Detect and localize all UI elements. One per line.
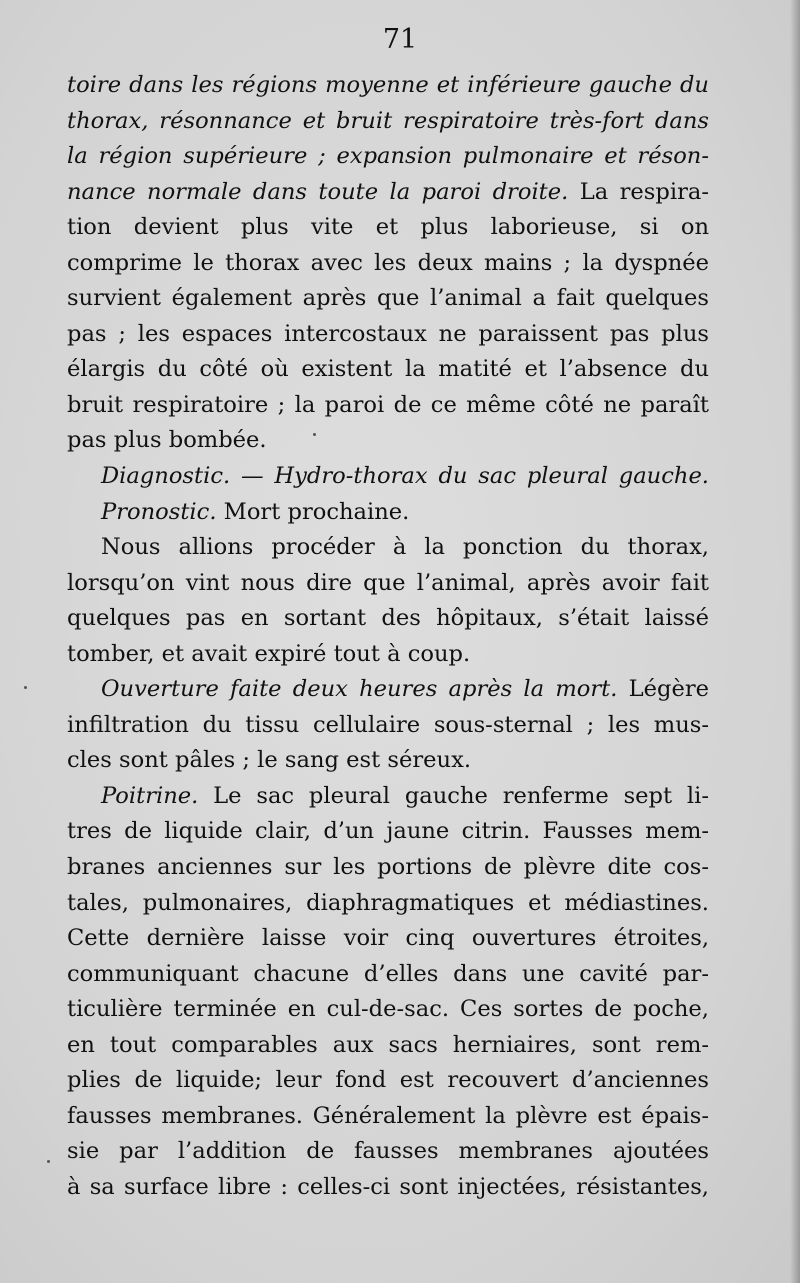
roman-text: pas plus bombée. (67, 427, 267, 454)
text-line (67, 281, 709, 317)
text-line (67, 1063, 709, 1099)
roman-text: lorsqu’on vint nous dire que l’animal, après avoir fait (67, 569, 709, 596)
roman-text: ticulière terminée en cul-de-sac. Ces sortes de poche, (67, 996, 709, 1023)
text-line (67, 246, 709, 282)
italic-text: Pronostic. (101, 498, 217, 525)
roman-text: Le sac pleural gauche renferme sept li- (198, 782, 709, 809)
italic-text: Ouverture faite deux heures après la mort. (101, 676, 618, 703)
roman-text: communiquant chacune d’elles dans une cavité par- (67, 960, 709, 987)
text-line (67, 352, 709, 388)
text-line (67, 1028, 709, 1064)
text-line (67, 68, 709, 104)
roman-text: Légère (617, 676, 710, 703)
text-line (67, 779, 709, 815)
roman-text: élargis du côté où existent la matité et l’absence du (67, 356, 709, 383)
text-line (67, 566, 709, 602)
ink-speck (47, 1160, 50, 1163)
roman-text: à sa surface libre : celles-ci sont injectées, résistantes, (67, 1173, 709, 1200)
text-line (67, 850, 709, 886)
roman-text: sie par l’addition de fausses membranes ajoutées (67, 1138, 709, 1165)
text-line (67, 921, 709, 957)
roman-text: tres de liquide clair, d’un jaune citrin. Fausses mem- (67, 818, 709, 845)
body-text (67, 68, 709, 1206)
text-line (67, 1134, 709, 1170)
page-number: 71 (382, 24, 418, 55)
ink-speck (313, 433, 316, 436)
text-line (67, 992, 709, 1028)
text-line (67, 743, 709, 779)
text-line (67, 957, 709, 993)
roman-text: bruit respiratoire ; la paroi de ce même côté ne paraît (67, 391, 709, 418)
italic-text: Poitrine. (101, 782, 199, 809)
roman-text: Cette dernière laisse voir cinq ouvertures étroites, (67, 925, 709, 952)
ink-speck (24, 686, 27, 689)
text-line (67, 672, 709, 708)
roman-text: tales, pulmonaires, diaphragmatiques et médiastines. (67, 889, 709, 916)
italic-text: la région supérieure ; expansion pulmonaire et réson- (67, 143, 709, 170)
roman-text: cles sont pâles ; le sang est séreux. (67, 747, 472, 774)
roman-text: quelques pas en sortant des hôpitaux, s’était laissé (67, 605, 709, 632)
italic-text: thorax, résonnance et bruit respiratoire très-fort dans (67, 107, 709, 134)
roman-text: en tout comparables aux sacs herniaires, sont rem- (67, 1031, 709, 1058)
text-line (67, 601, 709, 637)
roman-text: comprime le thorax avec les deux mains ; la dyspnée (67, 249, 709, 276)
text-line (67, 1099, 709, 1135)
text-line (67, 814, 709, 850)
text-line (67, 637, 709, 673)
roman-text: La respira- (568, 178, 709, 205)
roman-text: plies de liquide; leur fond est recouvert d’anciennes (67, 1067, 709, 1094)
roman-text: pas ; les espaces intercostaux ne paraissent pas plus (67, 320, 709, 347)
text-line (67, 1170, 709, 1206)
text-line (67, 210, 709, 246)
roman-text: Mort prochaine. (216, 498, 410, 525)
roman-text: tomber, et avait expiré tout à coup. (67, 640, 471, 667)
italic-text: toire dans les régions moyenne et inférieure gauche du (67, 72, 709, 98)
text-line (67, 317, 709, 353)
roman-text: fausses membranes. Généralement la plèvre est épais- (67, 1102, 709, 1129)
text-line (67, 530, 709, 566)
text-line (67, 495, 709, 531)
page-edge-shadow (790, 0, 800, 1283)
text-line (67, 139, 709, 175)
text-line (67, 104, 709, 140)
roman-text: infiltration du tissu cellulaire sous-sternal ; les mus- (67, 711, 709, 738)
italic-text: Diagnostic. — Hydro-thorax du sac pleural gauche. (101, 463, 709, 490)
roman-text: survient également après que l’animal a fait quelques (67, 285, 709, 312)
text-line (67, 423, 709, 459)
roman-text: tion devient plus vite et plus laborieuse, si on (67, 214, 709, 241)
text-line (67, 886, 709, 922)
roman-text: branes anciennes sur les portions de plèvre dite cos- (67, 854, 709, 881)
text-line (67, 175, 709, 211)
italic-text: nance normale dans toute la paroi droite. (67, 178, 569, 205)
text-line (67, 459, 709, 495)
text-line (67, 388, 709, 424)
roman-text: Nous allions procéder à la ponction du thorax, (101, 534, 709, 561)
text-line (67, 708, 709, 744)
